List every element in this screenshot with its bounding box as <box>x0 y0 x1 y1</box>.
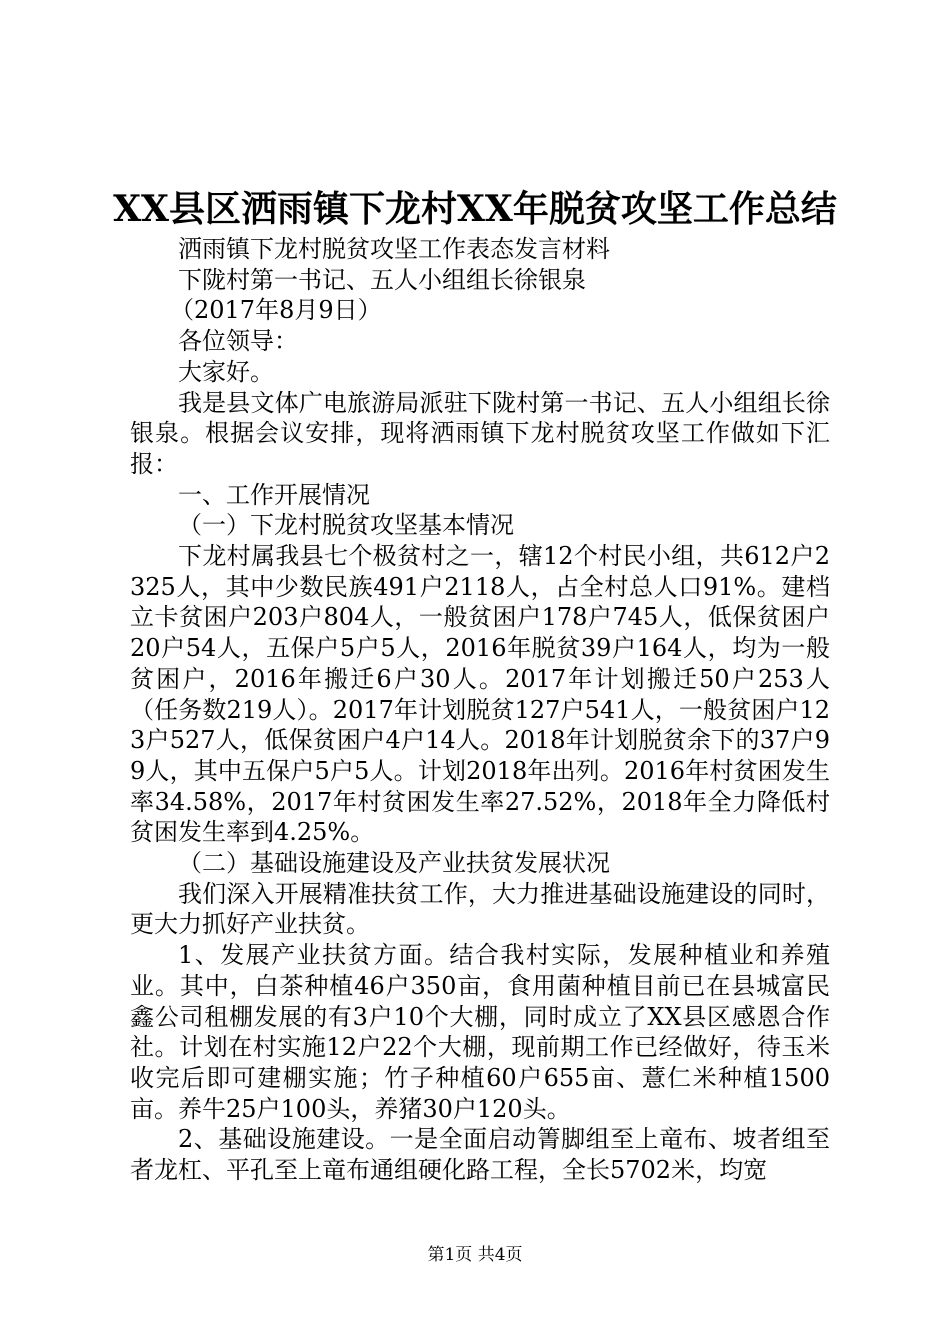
page-indicator: 第1页 共4页 <box>427 1245 523 1265</box>
subsection-heading-1: （一）下龙村脱贫攻坚基本情况 <box>178 511 514 540</box>
section-heading-1: 一、工作开展情况 <box>178 480 370 509</box>
paragraph-subtitle: 洒雨镇下龙村脱贫攻坚工作表态发言材料 <box>178 235 610 263</box>
paragraph-infrastructure: 2、基础设施建设。一是全面启动箐脚组至上竜布、坡者组至者龙杠、平孔至上竜布通组硬化路工程，全长5702米，均宽 <box>130 1125 830 1185</box>
document-body <box>130 234 830 1186</box>
paragraph-intro: 我是县文体广电旅游局派驻下陇村第一书记、五人小组组长徐银泉。根据会议安排，现将洒雨镇下龙村脱贫攻坚工作做如下汇报： <box>130 388 830 478</box>
paragraph-basic-situation: 下龙村属我县七个极贫村之一，辖12个村民小组，共612户2325人，其中少数民族491户2118人，占全村总人口91%。建档立卡贫困户203户804人，一般贫困户178户745人，低保贫困户20户54人，五保户5户5人，2016年脱贫39户164人，均为一般贫困户，2016年搬迁6户30人。2017年计划搬迁50户253人（任务数219人）。2017年计划脱贫127户541人，一般贫困户123户527人，低保贫困户4户14人。2018年计划脱贫余下的37户99人，其中五保户5户5人。计划2018年出列。2016年村贫困发生率34.58%，2017年村贫困发生率27.52%，2018年全力降低村贫困发生率到4.25%。 <box>130 542 830 847</box>
document-title: XX县区洒雨镇下龙村XX年脱贫攻坚工作总结 <box>113 188 837 230</box>
paragraph-speaker: 下陇村第一书记、五人小组组长徐银泉 <box>178 265 586 294</box>
paragraph-greeting: 大家好。 <box>178 357 274 386</box>
paragraph-date: （2017年8月9日） <box>170 296 382 325</box>
subsection-heading-2: （二）基础设施建设及产业扶贫发展状况 <box>178 849 610 878</box>
paragraph-industry: 1、发展产业扶贫方面。结合我村实际，发展种植业和养殖业。其中，白茶种植46户350亩，食用菌种植目前已在县城富民鑫公司租棚发展的有3户10个大棚，同时成立了XX县区感恩合作社。计划在村实施12户22个大棚，现前期工作已经做好，待玉米收完后即可建棚实施；竹子种植60户655亩、薏仁米种植1500亩。养牛25户100头，养猪30户120头。 <box>130 941 830 1123</box>
paragraph-salutation: 各位领导： <box>178 327 298 356</box>
paragraph-overview: 我们深入开展精准扶贫工作，大力推进基础设施建设的同时，更大力抓好产业扶贫。 <box>130 879 830 939</box>
